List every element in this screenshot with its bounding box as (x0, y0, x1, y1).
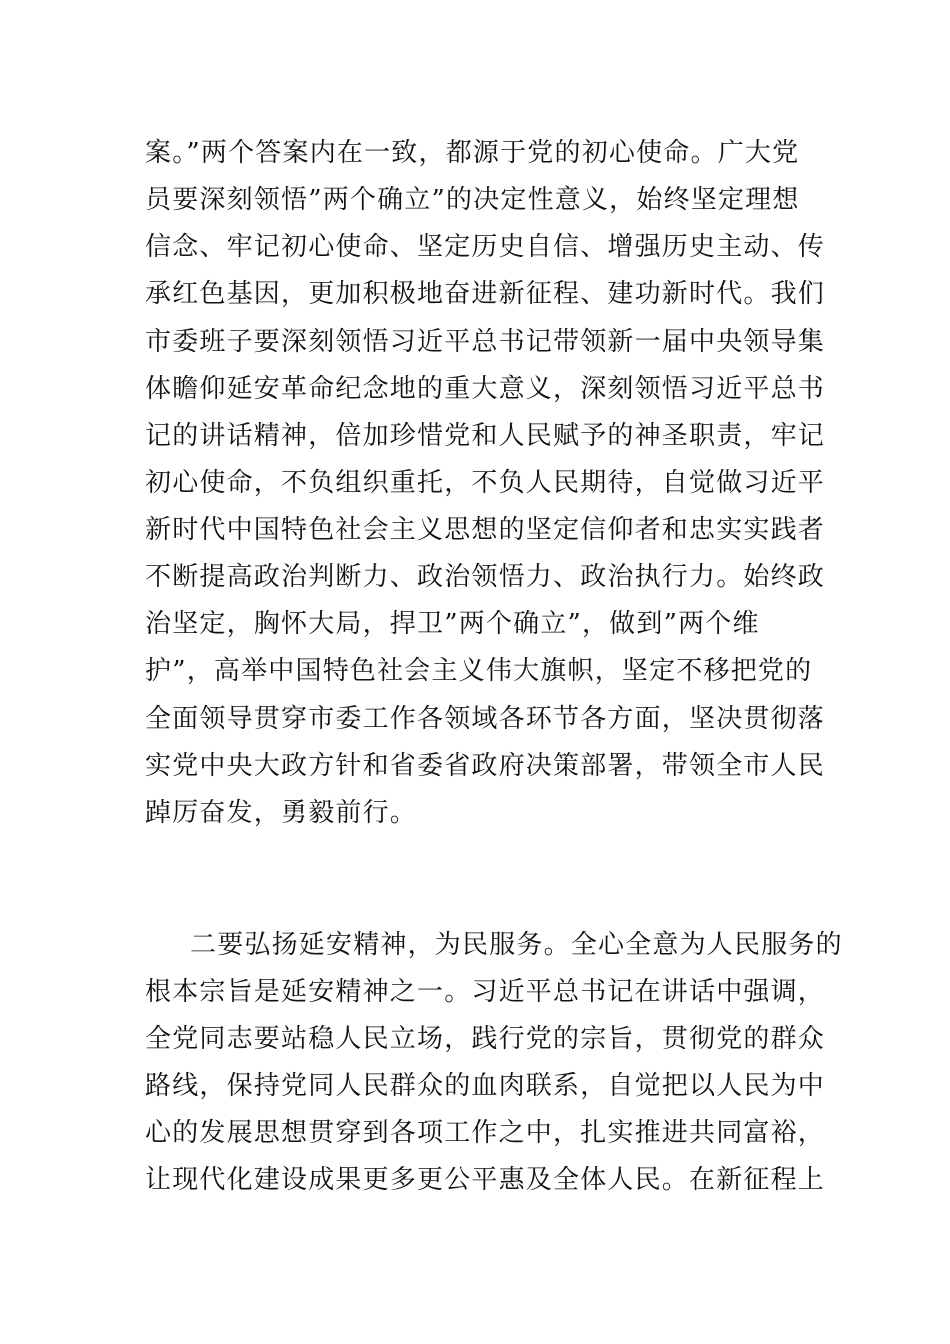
text-line: 全面领导贯穿市委工作各领域各环节各方面，坚决贯彻落 (145, 704, 826, 734)
text-line: 市委班子要深刻领悟习近平总书记带领新一届中央领导集 (145, 327, 826, 357)
text-line: 护”，高举中国特色社会主义伟大旗帜，坚定不移把党的 (145, 656, 813, 686)
text-line: 案。”两个答案内在一致，都源于党的初心使命。广大党 (145, 138, 800, 168)
text-line: 实党中央大政方针和省委省政府决策部署，带领全市人民 (145, 751, 826, 781)
text-line: 二要弘扬延安精神，为民服务。全心全意为人民服务的 (190, 930, 843, 960)
text-line: 初心使命，不负组织重托，不负人民期待，自觉做习近平 (145, 468, 826, 498)
text-line: 员要深刻领悟”两个确立”的决定性意义，始终坚定理想 (145, 185, 800, 215)
text-line: 承红色基因，更加积极地奋进新征程、建功新时代。我们 (145, 279, 826, 309)
text-line: 根本宗旨是延安精神之一。习近平总书记在讲话中强调， (145, 977, 826, 1007)
text-line: 全党同志要站稳人民立场，践行党的宗旨，贯彻党的群众 (145, 1024, 826, 1054)
text-line: 心的发展思想贯穿到各项工作之中，扎实推进共同富裕， (145, 1118, 826, 1148)
text-line: 治坚定，胸怀大局，捍卫”两个确立”，做到”两个维 (145, 609, 760, 639)
text-line: 让现代化建设成果更多更公平惠及全体人民。在新征程上 (145, 1165, 826, 1195)
text-line: 新时代中国特色社会主义思想的坚定信仰者和忠实实践者 (145, 515, 826, 545)
text-line: 信念、牢记初心使命、坚定历史自信、增强历史主动、传 (145, 232, 826, 262)
text-line: 路线，保持党同人民群众的血肉联系，自觉把以人民为中 (145, 1071, 826, 1101)
text-line: 踔厉奋发，勇毅前行。 (145, 798, 418, 828)
text-line: 不断提高政治判断力、政治领悟力、政治执行力。始终政 (145, 562, 826, 592)
text-line: 记的讲话精神，倍加珍惜党和人民赋予的神圣职责，牢记 (145, 421, 826, 451)
text-line: 体瞻仰延安革命纪念地的重大意义，深刻领悟习近平总书 (145, 374, 826, 404)
